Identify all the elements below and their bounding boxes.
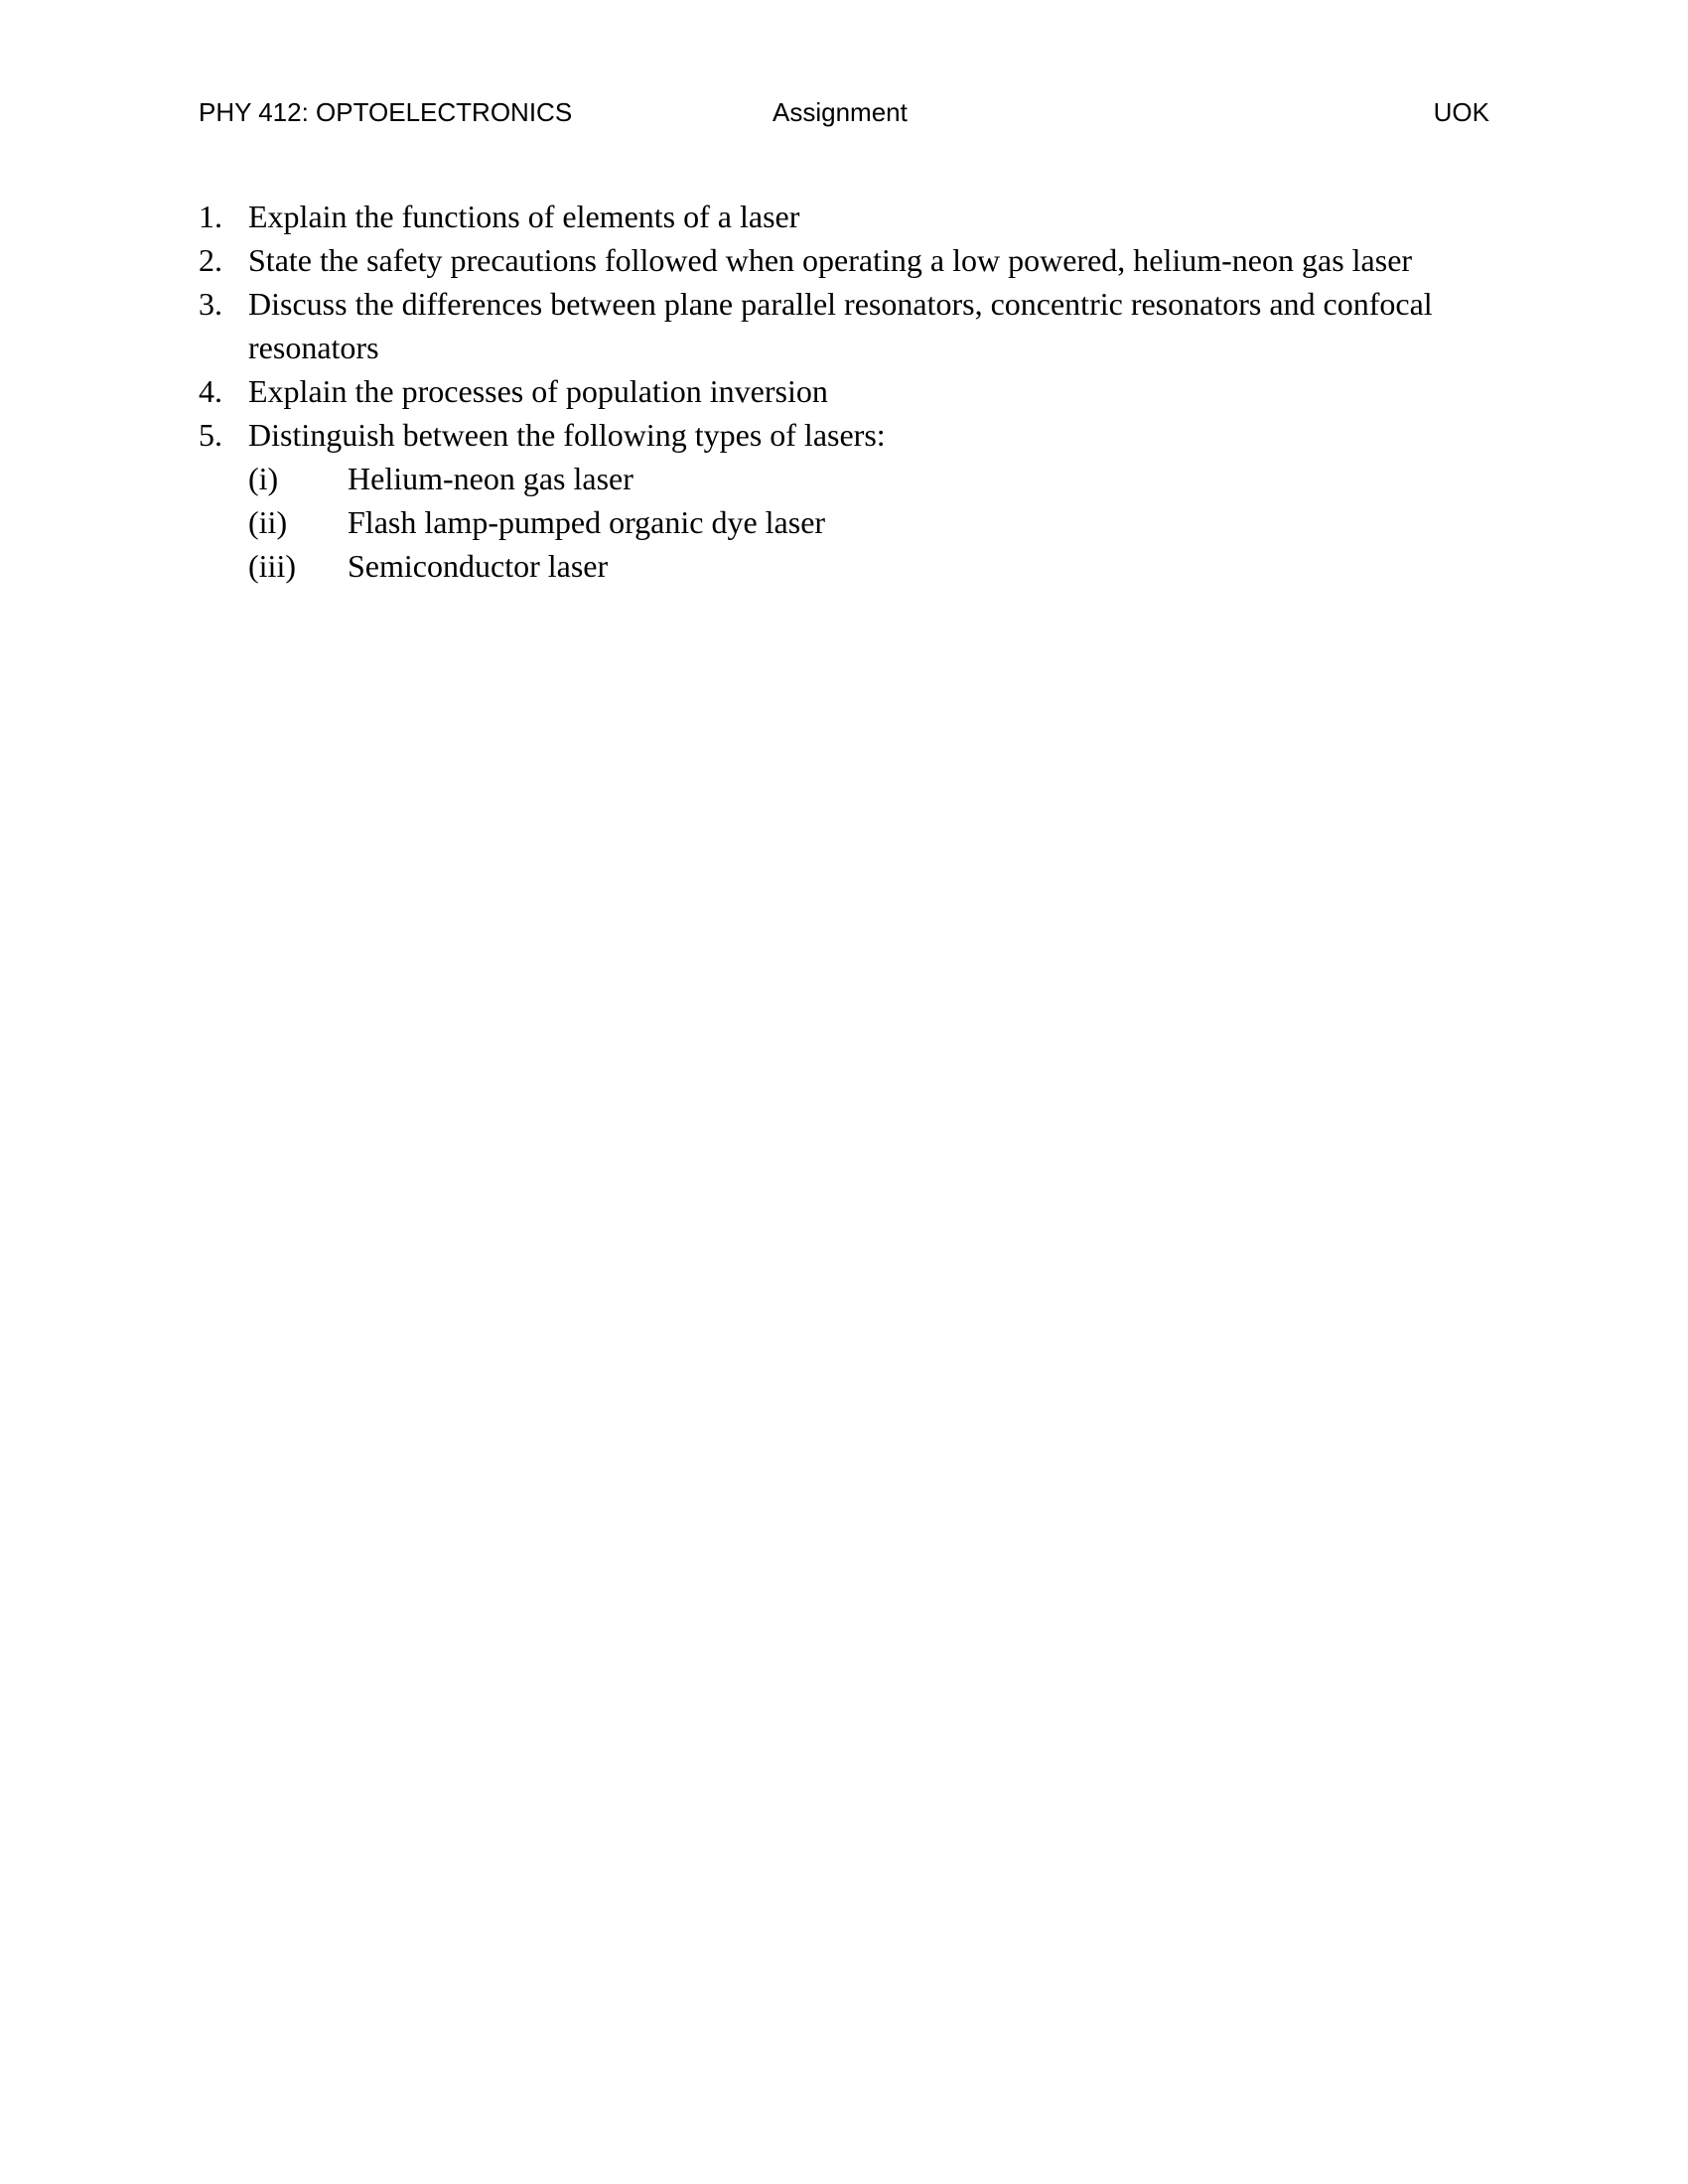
sub-item-number: (ii): [248, 504, 288, 540]
sub-item: [199, 457, 1489, 500]
sub-item-number: (iii): [248, 548, 296, 584]
question-item: [199, 238, 1489, 282]
sub-item-number: (i): [248, 461, 279, 496]
question-text: Discuss the differences between plane parallel resonators, concentric resonators and confocal resonators: [248, 286, 1433, 365]
sub-item: [199, 544, 1489, 588]
question-number: 2.: [199, 242, 222, 278]
question-item: [199, 282, 1489, 369]
header-institution: UOK: [1433, 97, 1489, 127]
question-number: 4.: [199, 373, 222, 409]
question-text: State the safety precautions followed when operating a low powered, helium-neon gas laser: [248, 242, 1413, 278]
question-text: Explain the functions of elements of a laser: [248, 199, 800, 234]
header-course: PHY 412: OPTOELECTRONICS: [199, 97, 573, 127]
sub-item-text: Semiconductor laser: [348, 548, 609, 584]
question-number: 5.: [199, 417, 222, 453]
question-item: [199, 369, 1489, 413]
question-text: Distinguish between the following types of lasers:: [248, 417, 886, 453]
sub-item-text: Flash lamp-pumped organic dye laser: [348, 504, 826, 540]
page-header: [199, 97, 1489, 137]
question-list: [199, 195, 1489, 588]
question-item: [199, 195, 1489, 238]
question-number: 3.: [199, 286, 222, 322]
sub-item-text: Helium-neon gas laser: [348, 461, 633, 496]
question-text: Explain the processes of population inversion: [248, 373, 828, 409]
question-item: [199, 413, 1489, 457]
question-number: 1.: [199, 199, 222, 234]
sub-item: [199, 500, 1489, 544]
header-type: Assignment: [773, 97, 908, 127]
